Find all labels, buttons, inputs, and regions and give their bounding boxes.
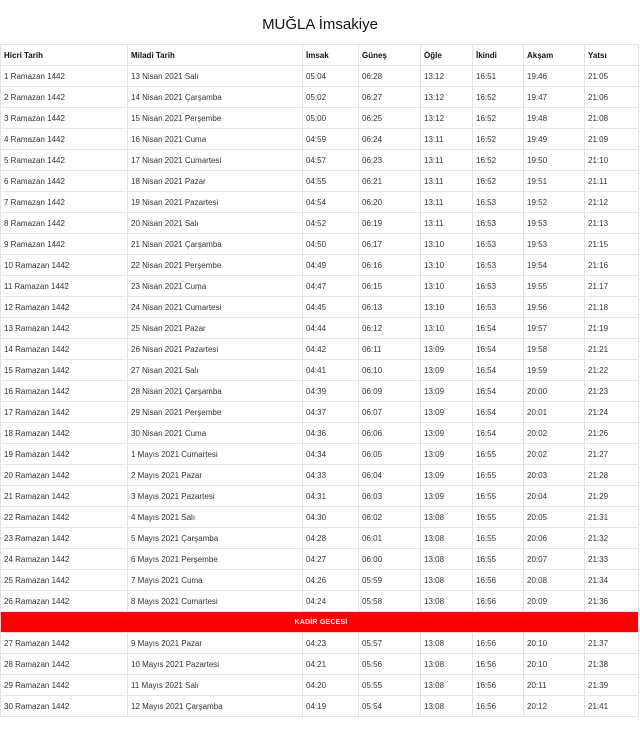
- table-cell: 13:09: [421, 360, 473, 381]
- table-cell: 19:53: [524, 234, 585, 255]
- table-row: [1, 360, 639, 381]
- table-cell: 04:41: [303, 360, 359, 381]
- table-cell: 04:52: [303, 213, 359, 234]
- table-cell: 21:32: [585, 528, 639, 549]
- table-cell: 04:33: [303, 465, 359, 486]
- table-cell: 16:56: [473, 654, 524, 675]
- table-cell: 06:16: [359, 255, 421, 276]
- table-cell: 15 Ramazan 1442: [1, 360, 128, 381]
- table-cell: 04:20: [303, 675, 359, 696]
- table-cell: 21:18: [585, 297, 639, 318]
- table-cell: 06:11: [359, 339, 421, 360]
- table-cell: 04:54: [303, 192, 359, 213]
- table-cell: 16:51: [473, 66, 524, 87]
- table-cell: 05:54: [359, 696, 421, 717]
- table-row: [1, 423, 639, 444]
- table-cell: 04:21: [303, 654, 359, 675]
- table-cell: 04:30: [303, 507, 359, 528]
- table-cell: 06:15: [359, 276, 421, 297]
- table-cell: 04:23: [303, 633, 359, 654]
- table-cell: 16:56: [473, 696, 524, 717]
- table-cell: 18 Nisan 2021 Pazar: [128, 171, 303, 192]
- table-cell: 16:53: [473, 234, 524, 255]
- table-cell: 26 Nisan 2021 Pazartesi: [128, 339, 303, 360]
- table-cell: 9 Ramazan 1442: [1, 234, 128, 255]
- kadir-gecesi-row: [1, 612, 639, 633]
- table-cell: 11 Ramazan 1442: [1, 276, 128, 297]
- table-cell: 19:50: [524, 150, 585, 171]
- table-cell: 06:27: [359, 87, 421, 108]
- table-cell: 19:52: [524, 192, 585, 213]
- table-row: [1, 675, 639, 696]
- table-cell: 13:09: [421, 444, 473, 465]
- table-row: [1, 213, 639, 234]
- table-cell: 04:19: [303, 696, 359, 717]
- table-cell: 22 Ramazan 1442: [1, 507, 128, 528]
- table-cell: 20:03: [524, 465, 585, 486]
- table-row: [1, 318, 639, 339]
- table-cell: 19:56: [524, 297, 585, 318]
- table-cell: 29 Ramazan 1442: [1, 675, 128, 696]
- table-cell: 13:08: [421, 675, 473, 696]
- table-cell: 13:10: [421, 318, 473, 339]
- imsakiye-table: [0, 44, 639, 717]
- table-row: [1, 444, 639, 465]
- table-cell: 06:02: [359, 507, 421, 528]
- table-cell: 21:29: [585, 486, 639, 507]
- table-cell: 05:59: [359, 570, 421, 591]
- table-cell: 16:55: [473, 507, 524, 528]
- table-cell: 06:20: [359, 192, 421, 213]
- table-cell: 13:10: [421, 297, 473, 318]
- table-header: [1, 45, 639, 66]
- table-cell: 21:26: [585, 423, 639, 444]
- table-cell: 13:11: [421, 192, 473, 213]
- table-cell: 06:10: [359, 360, 421, 381]
- table-cell: 16:54: [473, 318, 524, 339]
- table-cell: 4 Ramazan 1442: [1, 129, 128, 150]
- table-cell: 19:53: [524, 213, 585, 234]
- table-cell: 21:36: [585, 591, 639, 612]
- table-row: [1, 381, 639, 402]
- table-cell: 04:37: [303, 402, 359, 423]
- table-cell: 21:15: [585, 234, 639, 255]
- table-cell: 21:11: [585, 171, 639, 192]
- table-cell: 20:05: [524, 507, 585, 528]
- table-cell: 05:57: [359, 633, 421, 654]
- table-cell: 12 Mayıs 2021 Çarşamba: [128, 696, 303, 717]
- table-cell: 19:47: [524, 87, 585, 108]
- table-cell: 19:58: [524, 339, 585, 360]
- table-cell: 21:06: [585, 87, 639, 108]
- table-cell: 1 Ramazan 1442: [1, 66, 128, 87]
- table-cell: 20:02: [524, 423, 585, 444]
- table-cell: 06:13: [359, 297, 421, 318]
- table-cell: 04:45: [303, 297, 359, 318]
- table-cell: 13:10: [421, 255, 473, 276]
- table-cell: 4 Mayıs 2021 Salı: [128, 507, 303, 528]
- table-cell: 06:01: [359, 528, 421, 549]
- table-cell: 05:58: [359, 591, 421, 612]
- column-header: İmsak: [303, 45, 359, 66]
- table-cell: 21:19: [585, 318, 639, 339]
- table-cell: 06:06: [359, 423, 421, 444]
- table-cell: 1 Mayıs 2021 Cumartesi: [128, 444, 303, 465]
- table-cell: 16:55: [473, 528, 524, 549]
- table-cell: 04:27: [303, 549, 359, 570]
- table-cell: 16:55: [473, 465, 524, 486]
- table-cell: 04:47: [303, 276, 359, 297]
- table-row: [1, 339, 639, 360]
- table-cell: 06:17: [359, 234, 421, 255]
- table-cell: 13:11: [421, 129, 473, 150]
- table-cell: 21:17: [585, 276, 639, 297]
- table-cell: 16:52: [473, 129, 524, 150]
- table-cell: 13:08: [421, 696, 473, 717]
- table-cell: 19:59: [524, 360, 585, 381]
- table-row: [1, 234, 639, 255]
- table-cell: 13:10: [421, 276, 473, 297]
- table-cell: 21:27: [585, 444, 639, 465]
- table-cell: 04:24: [303, 591, 359, 612]
- table-cell: 16:53: [473, 255, 524, 276]
- table-cell: 06:24: [359, 129, 421, 150]
- table-cell: 06:25: [359, 108, 421, 129]
- table-cell: 30 Nisan 2021 Cuma: [128, 423, 303, 444]
- table-cell: 13:10: [421, 234, 473, 255]
- table-cell: 19:48: [524, 108, 585, 129]
- table-cell: 5 Mayıs 2021 Çarşamba: [128, 528, 303, 549]
- table-cell: 19:51: [524, 171, 585, 192]
- table-row: [1, 129, 639, 150]
- table-cell: 04:26: [303, 570, 359, 591]
- table-cell: 19:57: [524, 318, 585, 339]
- table-cell: 21:38: [585, 654, 639, 675]
- table-cell: 13:09: [421, 381, 473, 402]
- table-cell: 16:54: [473, 339, 524, 360]
- table-cell: 21:31: [585, 507, 639, 528]
- table-cell: 6 Mayıs 2021 Perşembe: [128, 549, 303, 570]
- table-cell: 17 Nisan 2021 Cumartesi: [128, 150, 303, 171]
- table-row: [1, 528, 639, 549]
- table-cell: 16:53: [473, 297, 524, 318]
- table-cell: 21:34: [585, 570, 639, 591]
- table-cell: 06:19: [359, 213, 421, 234]
- table-cell: 05:02: [303, 87, 359, 108]
- table-cell: 27 Ramazan 1442: [1, 633, 128, 654]
- table-cell: 20:10: [524, 633, 585, 654]
- table-row: [1, 696, 639, 717]
- table-cell: 21:41: [585, 696, 639, 717]
- table-row: [1, 276, 639, 297]
- table-row: [1, 549, 639, 570]
- table-cell: 04:50: [303, 234, 359, 255]
- table-cell: 13:09: [421, 465, 473, 486]
- table-cell: 16:55: [473, 549, 524, 570]
- table-cell: 05:04: [303, 66, 359, 87]
- table-row: [1, 108, 639, 129]
- table-cell: 21:21: [585, 339, 639, 360]
- table-cell: 28 Nisan 2021 Çarşamba: [128, 381, 303, 402]
- table-cell: 10 Mayıs 2021 Pazartesi: [128, 654, 303, 675]
- table-cell: 16:56: [473, 591, 524, 612]
- table-cell: 06:07: [359, 402, 421, 423]
- table-body: [1, 66, 639, 717]
- table-cell: 13:11: [421, 213, 473, 234]
- column-header: Miladi Tarih: [128, 45, 303, 66]
- table-row: [1, 66, 639, 87]
- column-header: İkindi: [473, 45, 524, 66]
- table-cell: 3 Ramazan 1442: [1, 108, 128, 129]
- column-header: Güneş: [359, 45, 421, 66]
- table-cell: 21:23: [585, 381, 639, 402]
- table-cell: 13:09: [421, 339, 473, 360]
- table-row: [1, 171, 639, 192]
- table-row: [1, 486, 639, 507]
- table-cell: 04:34: [303, 444, 359, 465]
- table-cell: 7 Ramazan 1442: [1, 192, 128, 213]
- table-cell: 21:09: [585, 129, 639, 150]
- table-cell: 24 Nisan 2021 Cumartesi: [128, 297, 303, 318]
- table-cell: 04:36: [303, 423, 359, 444]
- table-cell: 19:55: [524, 276, 585, 297]
- table-cell: 21 Nisan 2021 Çarşamba: [128, 234, 303, 255]
- table-cell: 06:09: [359, 381, 421, 402]
- table-cell: 06:21: [359, 171, 421, 192]
- table-cell: 18 Ramazan 1442: [1, 423, 128, 444]
- table-cell: 05:56: [359, 654, 421, 675]
- table-cell: 13:09: [421, 402, 473, 423]
- table-cell: 16:55: [473, 486, 524, 507]
- table-cell: 9 Mayıs 2021 Pazar: [128, 633, 303, 654]
- table-cell: 05:55: [359, 675, 421, 696]
- table-cell: 25 Nisan 2021 Pazar: [128, 318, 303, 339]
- table-cell: 04:55: [303, 171, 359, 192]
- table-cell: 21:24: [585, 402, 639, 423]
- table-row: [1, 654, 639, 675]
- table-cell: 13:08: [421, 591, 473, 612]
- table-cell: 20 Nisan 2021 Salı: [128, 213, 303, 234]
- table-cell: 2 Mayıs 2021 Pazar: [128, 465, 303, 486]
- column-header: Hicri Tarih: [1, 45, 128, 66]
- table-cell: 16:52: [473, 87, 524, 108]
- table-cell: 16:53: [473, 192, 524, 213]
- table-cell: 06:04: [359, 465, 421, 486]
- table-cell: 20:11: [524, 675, 585, 696]
- table-cell: 3 Mayıs 2021 Pazartesi: [128, 486, 303, 507]
- table-cell: 20:02: [524, 444, 585, 465]
- table-cell: 16:52: [473, 150, 524, 171]
- table-cell: 15 Nisan 2021 Perşembe: [128, 108, 303, 129]
- table-cell: 28 Ramazan 1442: [1, 654, 128, 675]
- table-cell: 20:06: [524, 528, 585, 549]
- table-cell: 04:49: [303, 255, 359, 276]
- table-row: [1, 465, 639, 486]
- table-cell: 13 Nisan 2021 Salı: [128, 66, 303, 87]
- table-cell: 19 Ramazan 1442: [1, 444, 128, 465]
- table-cell: 29 Nisan 2021 Perşembe: [128, 402, 303, 423]
- column-header: Akşam: [524, 45, 585, 66]
- special-night-label: KADİR GECESİ: [1, 612, 639, 633]
- table-cell: 21:08: [585, 108, 639, 129]
- table-row: [1, 570, 639, 591]
- table-cell: 21:05: [585, 66, 639, 87]
- table-cell: 19 Nisan 2021 Pazartesi: [128, 192, 303, 213]
- table-cell: 06:05: [359, 444, 421, 465]
- table-cell: 16:54: [473, 381, 524, 402]
- table-cell: 05:00: [303, 108, 359, 129]
- table-cell: 16 Nisan 2021 Cuma: [128, 129, 303, 150]
- table-cell: 20 Ramazan 1442: [1, 465, 128, 486]
- table-cell: 13:11: [421, 150, 473, 171]
- column-header: Öğle: [421, 45, 473, 66]
- table-row: [1, 591, 639, 612]
- table-cell: 06:23: [359, 150, 421, 171]
- table-cell: 8 Mayıs 2021 Cumartesi: [128, 591, 303, 612]
- table-cell: 13 Ramazan 1442: [1, 318, 128, 339]
- table-cell: 21:33: [585, 549, 639, 570]
- table-row: [1, 255, 639, 276]
- table-cell: 20:08: [524, 570, 585, 591]
- table-cell: 26 Ramazan 1442: [1, 591, 128, 612]
- table-cell: 16:53: [473, 213, 524, 234]
- table-row: [1, 87, 639, 108]
- table-cell: 16:56: [473, 633, 524, 654]
- table-cell: 21:12: [585, 192, 639, 213]
- table-cell: 13:08: [421, 507, 473, 528]
- table-cell: 12 Ramazan 1442: [1, 297, 128, 318]
- table-cell: 21:37: [585, 633, 639, 654]
- table-cell: 13:09: [421, 423, 473, 444]
- table-cell: 13:08: [421, 528, 473, 549]
- table-cell: 04:44: [303, 318, 359, 339]
- table-cell: 13:12: [421, 108, 473, 129]
- table-cell: 13:08: [421, 549, 473, 570]
- table-cell: 21:39: [585, 675, 639, 696]
- table-cell: 14 Nisan 2021 Çarşamba: [128, 87, 303, 108]
- table-cell: 16:54: [473, 423, 524, 444]
- table-cell: 20:12: [524, 696, 585, 717]
- table-cell: 13:12: [421, 66, 473, 87]
- table-cell: 11 Mayıs 2021 Salı: [128, 675, 303, 696]
- table-cell: 04:57: [303, 150, 359, 171]
- table-cell: 06:12: [359, 318, 421, 339]
- table-cell: 21:28: [585, 465, 639, 486]
- table-row: [1, 507, 639, 528]
- table-row: [1, 402, 639, 423]
- table-cell: 06:03: [359, 486, 421, 507]
- table-cell: 04:59: [303, 129, 359, 150]
- table-cell: 13:08: [421, 654, 473, 675]
- table-cell: 24 Ramazan 1442: [1, 549, 128, 570]
- table-cell: 04:31: [303, 486, 359, 507]
- table-cell: 04:39: [303, 381, 359, 402]
- table-cell: 20:09: [524, 591, 585, 612]
- table-cell: 30 Ramazan 1442: [1, 696, 128, 717]
- table-cell: 23 Nisan 2021 Cuma: [128, 276, 303, 297]
- table-cell: 19:46: [524, 66, 585, 87]
- table-cell: 20:07: [524, 549, 585, 570]
- table-cell: 17 Ramazan 1442: [1, 402, 128, 423]
- table-cell: 16:53: [473, 276, 524, 297]
- table-cell: 16:52: [473, 108, 524, 129]
- table-cell: 23 Ramazan 1442: [1, 528, 128, 549]
- table-cell: 20:00: [524, 381, 585, 402]
- table-cell: 14 Ramazan 1442: [1, 339, 128, 360]
- table-cell: 5 Ramazan 1442: [1, 150, 128, 171]
- table-cell: 20:01: [524, 402, 585, 423]
- table-cell: 10 Ramazan 1442: [1, 255, 128, 276]
- table-cell: 19:54: [524, 255, 585, 276]
- table-cell: 13:12: [421, 87, 473, 108]
- table-cell: 21:22: [585, 360, 639, 381]
- table-cell: 04:42: [303, 339, 359, 360]
- table-cell: 16:55: [473, 444, 524, 465]
- table-cell: 06:00: [359, 549, 421, 570]
- table-cell: 21 Ramazan 1442: [1, 486, 128, 507]
- table-cell: 20:10: [524, 654, 585, 675]
- column-header: Yatsı: [585, 45, 639, 66]
- table-cell: 20:04: [524, 486, 585, 507]
- table-cell: 13:08: [421, 633, 473, 654]
- table-cell: 21:10: [585, 150, 639, 171]
- table-cell: 16:56: [473, 570, 524, 591]
- page-title: MUĞLA İmsakiye: [262, 16, 378, 33]
- table-cell: 06:28: [359, 66, 421, 87]
- table-row: [1, 297, 639, 318]
- table-cell: 25 Ramazan 1442: [1, 570, 128, 591]
- table-cell: 16 Ramazan 1442: [1, 381, 128, 402]
- table-cell: 16:52: [473, 171, 524, 192]
- table-cell: 21:16: [585, 255, 639, 276]
- table-cell: 13:09: [421, 486, 473, 507]
- table-cell: 27 Nisan 2021 Salı: [128, 360, 303, 381]
- table-cell: 16:54: [473, 402, 524, 423]
- table-row: [1, 633, 639, 654]
- table-cell: 22 Nisan 2021 Perşembe: [128, 255, 303, 276]
- table-cell: 7 Mayıs 2021 Cuma: [128, 570, 303, 591]
- table-row: [1, 150, 639, 171]
- table-cell: 6 Ramazan 1442: [1, 171, 128, 192]
- table-cell: 8 Ramazan 1442: [1, 213, 128, 234]
- table-cell: 21:13: [585, 213, 639, 234]
- table-cell: 16:56: [473, 675, 524, 696]
- header-row: [1, 45, 639, 66]
- table-row: [1, 192, 639, 213]
- table-cell: 2 Ramazan 1442: [1, 87, 128, 108]
- table-cell: 13:08: [421, 570, 473, 591]
- table-cell: 04:28: [303, 528, 359, 549]
- table-cell: 19:49: [524, 129, 585, 150]
- table-cell: 13:11: [421, 171, 473, 192]
- table-cell: 16:54: [473, 360, 524, 381]
